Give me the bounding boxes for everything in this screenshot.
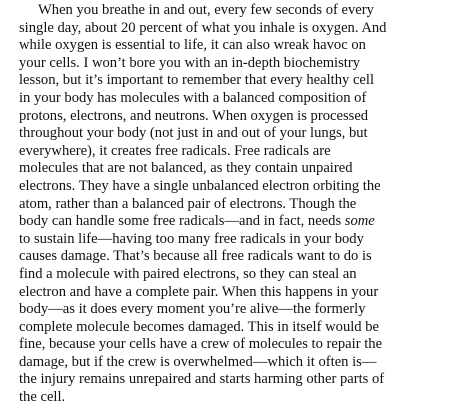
text-line: electrons. They have a single unbalanced electron orbiting the [19, 177, 381, 194]
text-line: protons, electrons, and neutrons. When oxygen is processed [19, 107, 369, 124]
text-line: fine, because your cells have a crew of molecules to repair the [19, 336, 383, 353]
text-line: atom, rather than a balanced pair of electrons. Though the [19, 195, 357, 212]
text-line: causes damage. That’s because all free radicals want to do is [19, 248, 372, 265]
emphasis-word: some [344, 213, 375, 230]
text-line: while oxygen is essential to life, it can also wreak havoc on [19, 37, 366, 54]
text-line: throughout your body (not just in and out of your lungs, but [19, 125, 368, 142]
text-line: electron and have a complete pair. When this happens in your [19, 283, 379, 300]
text-line: lesson, but it’s important to remember that every healthy cell [19, 72, 375, 89]
text-line: in your body has molecules with a balanced composition of [19, 89, 367, 106]
text-line: your cells. I won’t bore you with an in-depth biochemistry [19, 54, 360, 71]
text-line: the injury remains unrepaired and starts harming other parts of [19, 371, 385, 388]
text-line-with-emphasis [19, 213, 453, 231]
text-line: When you breathe in and out, every few seconds of every [38, 2, 374, 18]
body-paragraph [19, 2, 453, 407]
text-line: body—as it does every moment you’re alive—the formerly [19, 301, 366, 318]
text-line: single day, about 20 percent of what you inhale is oxygen. And [19, 19, 387, 36]
text-line: molecules that are not balanced, as they contain unpaired [19, 160, 353, 177]
text-line: to sustain life—having too many free radicals in your body [19, 230, 364, 247]
text-line-segment: body can handle some free radicals—and in fact, needs [19, 213, 345, 230]
text-line: the cell. [19, 389, 66, 406]
text-line: everywhere), it creates free radicals. Free radicals are [19, 142, 331, 159]
text-line: damage, but if the crew is overwhelmed—which it often is— [19, 353, 377, 370]
text-line: complete molecule becomes damaged. This in itself would be [19, 318, 380, 335]
text-line: find a molecule with paired electrons, so they can steal an [19, 265, 357, 282]
